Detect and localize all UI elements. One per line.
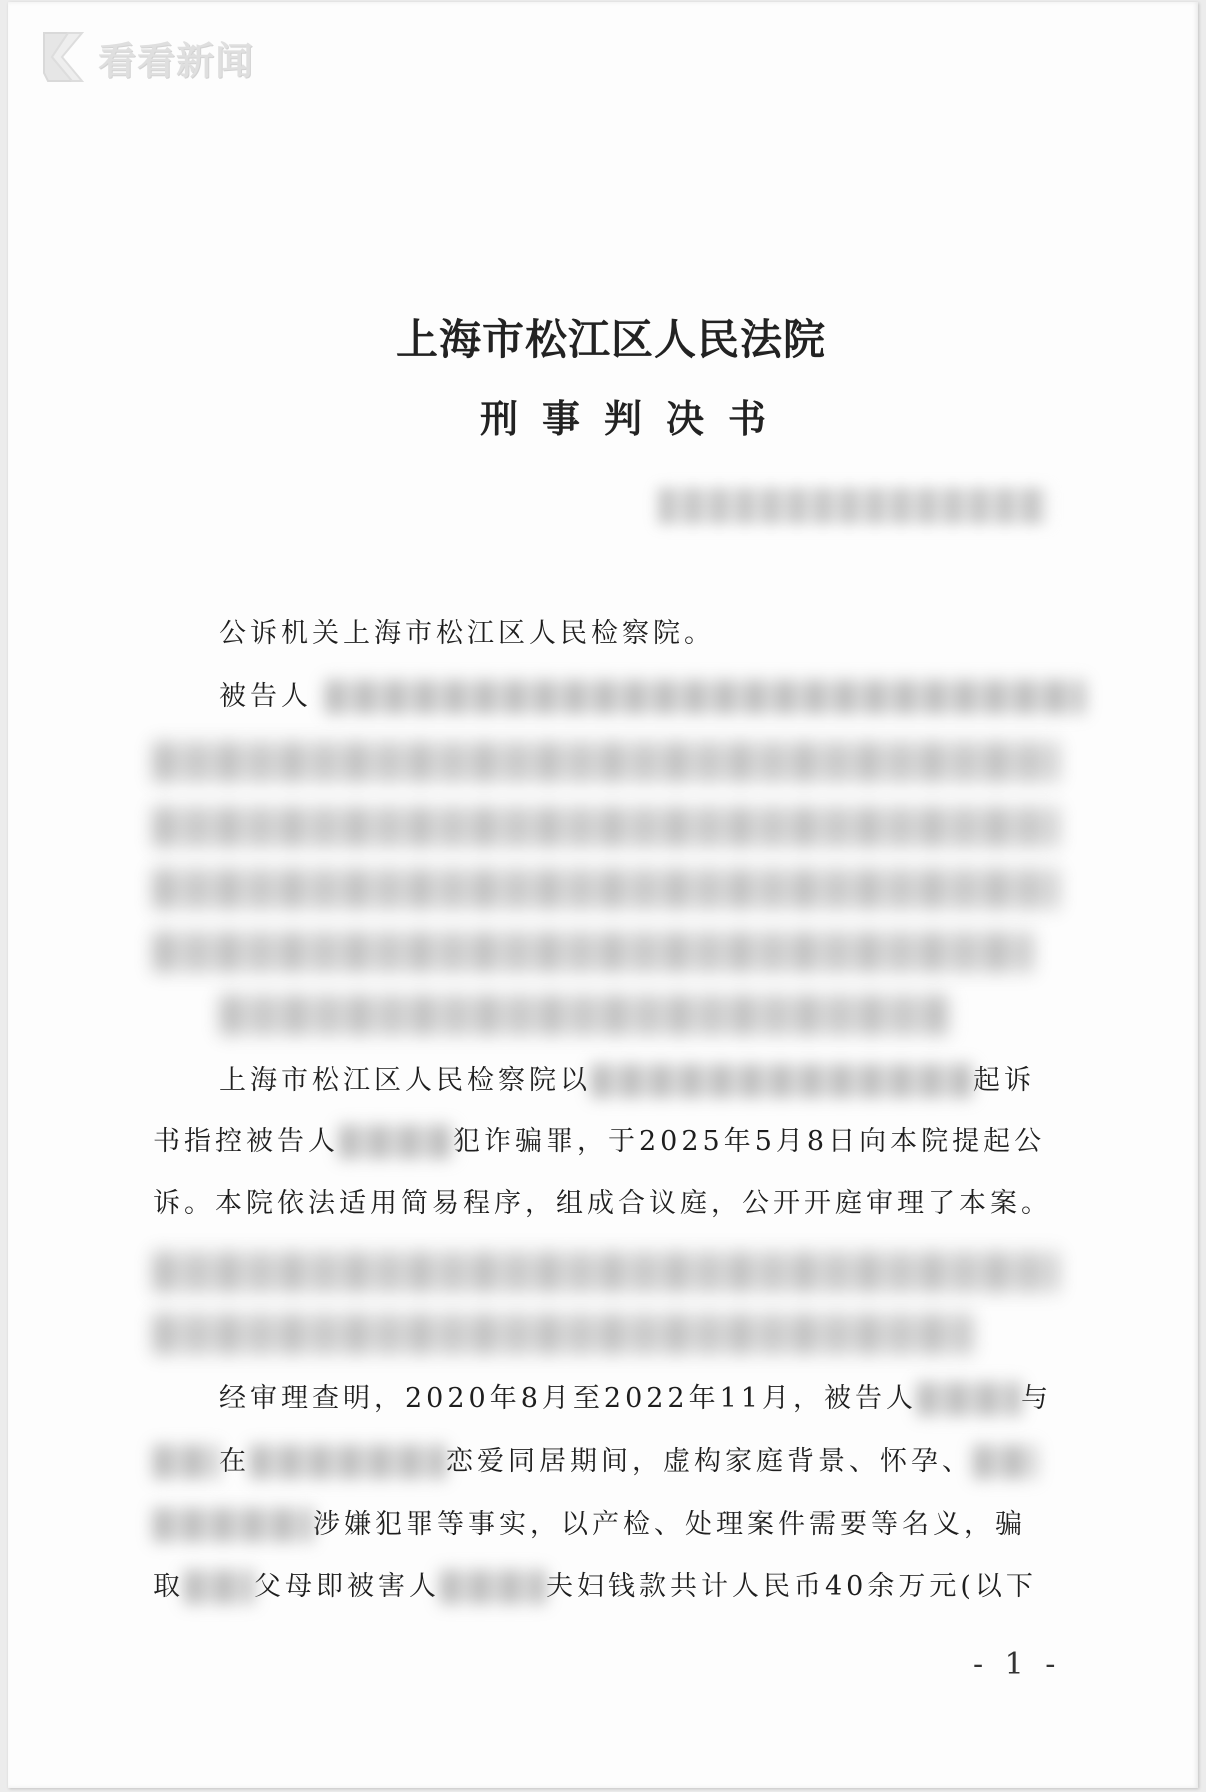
text-line: [153, 1115, 1063, 1169]
paragraph-text: 取: [153, 1571, 184, 1602]
redacted-text: [220, 995, 950, 1035]
redacted-text: [153, 742, 1058, 782]
redacted-text: [325, 680, 1085, 714]
paragraph-text: 书指控被告人: [153, 1126, 339, 1157]
paragraph-text: 父母即被害人: [254, 1571, 440, 1602]
redacted-text: [153, 1445, 219, 1479]
text-line: [153, 670, 1063, 724]
paragraph-text: 涉嫌犯罪等事实，以产检、处理案件需要等名义，骗: [313, 1509, 1026, 1540]
prosecutor-line: 公诉机关上海市松江区人民检察院。: [219, 618, 715, 649]
kankan-news-logo-icon: [38, 27, 88, 87]
watermark: [38, 22, 254, 92]
text-line: [153, 607, 1063, 661]
text-line: [153, 1177, 1063, 1231]
court-name-heading: 上海市松江区人民法院: [395, 315, 826, 364]
redacted-text: [440, 1570, 546, 1604]
redacted-text: [184, 1570, 254, 1604]
redacted-text: [973, 1445, 1037, 1479]
watermark-text: 看看新闻: [98, 38, 255, 83]
redacted-text: [153, 1508, 313, 1542]
redacted-text: [153, 1314, 973, 1354]
document-page: [8, 2, 1198, 1788]
redacted-text: [153, 932, 1033, 972]
redacted-text: [250, 1445, 446, 1479]
redacted-text: [339, 1125, 453, 1159]
defendant-label: 被告人: [219, 681, 312, 712]
document-type-heading: 刑事判决书: [479, 396, 790, 441]
paragraph-text: 犯诈骗罪，于2025年5月8日向本院提起公: [453, 1126, 1046, 1157]
text-line: [153, 1560, 1063, 1614]
paragraph-text: 诉。本院依法适用简易程序，组成合议庭，公开开庭审理了本案。: [153, 1188, 1052, 1219]
paragraph-text: 起诉: [973, 1065, 1035, 1096]
redacted-text: [153, 869, 1058, 909]
redacted-text: [591, 1064, 973, 1098]
page-number: - 1 -: [973, 1647, 1062, 1682]
paragraph-text: 与: [1020, 1383, 1052, 1414]
paragraph-text: 经审理查明，2020年8月至2022年11月，被告人: [219, 1383, 917, 1414]
text-line: [153, 1435, 1063, 1489]
paragraph-text: 在: [219, 1446, 250, 1477]
redacted-text: [153, 1252, 1058, 1292]
text-line: [153, 1498, 1063, 1552]
redacted-text: [153, 807, 1058, 847]
text-line: [153, 1372, 1063, 1426]
paragraph-text: 恋爱同居期间，虚构家庭背景、怀孕、: [446, 1446, 973, 1477]
redacted-text: [917, 1382, 1021, 1416]
paragraph-text: 上海市松江区人民检察院以: [219, 1065, 591, 1096]
redacted-case-number: [658, 488, 1048, 524]
paragraph-text: 夫妇钱款共计人民币40余万元(以下: [546, 1571, 1037, 1602]
text-line: [153, 1054, 1063, 1108]
